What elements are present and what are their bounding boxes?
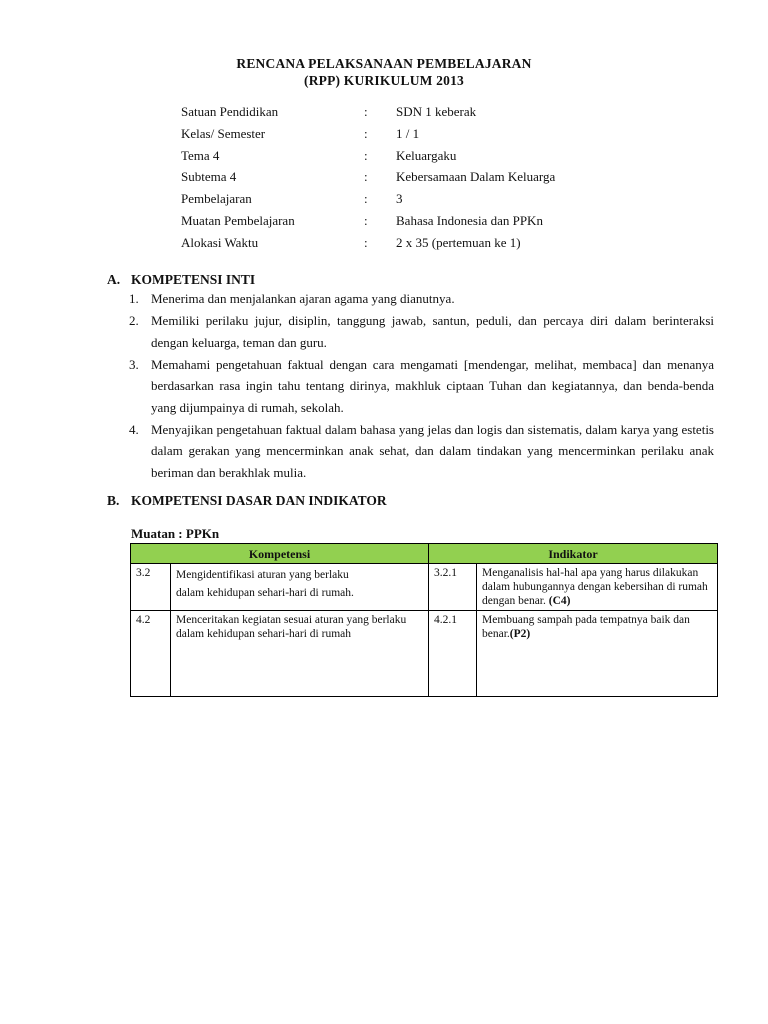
- info-label: Muatan Pembelajaran: [181, 212, 295, 228]
- list-text: Memahami pengetahuan faktual dengan cara mengamati [mendengar, melihat, membaca] dan menanya berdasarkan rasa ingin tahu tentang dirinya, makhluk ciptaan Tuhan dan kegiatannya, dan benda-benda yang dijumpainya di rumah, sekolah.: [151, 356, 714, 415]
- table-row: [131, 564, 718, 611]
- table-row: [131, 611, 718, 697]
- info-colon: :: [364, 234, 368, 250]
- info-value: Bahasa Indonesia dan PPKn: [396, 212, 543, 228]
- info-colon: :: [364, 212, 368, 228]
- list-number: 4.: [129, 421, 139, 437]
- indicator-text: [477, 611, 718, 697]
- info-value: SDN 1 keberak: [396, 104, 477, 119]
- list-item: [129, 288, 714, 310]
- section-title: KOMPETENSI DASAR DAN INDIKATOR: [131, 493, 387, 508]
- kd-code: 4.2: [131, 611, 171, 697]
- muatan-label: Muatan : PPKn: [131, 526, 220, 541]
- info-colon: :: [364, 104, 368, 119]
- info-colon: :: [364, 191, 368, 207]
- indicator-code: 3.2.1: [429, 564, 477, 611]
- kd-text-line: Mengidentifikasi aturan yang berlaku: [176, 569, 349, 581]
- list-text: Menerima dan menjalankan ajaran agama yang dianutnya.: [151, 291, 455, 306]
- info-colon: :: [364, 169, 368, 185]
- list-text: Menyajikan pengetahuan faktual dalam bahasa yang jelas dan logis dan sistematis, dalam karya yang estetis dalam gerakan yang mencerminkan anak sehat, dan dalam tindakan yang mencerminkan perilaku anak beriman dan berakhlak mulia.: [151, 421, 714, 480]
- list-item: [129, 419, 714, 484]
- document-subtitle: (RPP) KURIKULUM 2013: [304, 73, 464, 88]
- info-label: Satuan Pendidikan: [181, 104, 279, 119]
- kd-code: 3.2: [131, 564, 171, 611]
- section-letter: A.: [107, 272, 121, 287]
- list-number: 2.: [129, 313, 139, 328]
- info-value: 2 x 35 (pertemuan ke 1): [396, 234, 521, 250]
- list-item: [129, 354, 714, 419]
- kd-text-line: dalam kehidupan sehari-hari di rumah.: [176, 587, 354, 599]
- info-value: Keluargaku: [396, 147, 457, 163]
- info-colon: :: [364, 147, 368, 163]
- kd-text: Menceritakan kegiatan sesuai aturan yang berlaku dalam kehidupan sehari-hari di rumah: [171, 611, 429, 697]
- section-letter: B.: [107, 493, 120, 508]
- info-value: Kebersamaan Dalam Keluarga: [396, 169, 556, 185]
- kd-text: [171, 564, 429, 611]
- kompetensi-inti-list: [129, 288, 714, 484]
- indicator-text-body: Menganalisis hal-hal apa yang harus dilakukan dalam hubungannya dengan kebersihan di rumah dengan benar.: [482, 567, 708, 607]
- info-label: Subtema 4: [181, 169, 237, 185]
- indicator-tag: (C4): [548, 595, 571, 607]
- list-number: 3.: [129, 356, 139, 372]
- indicator-text: [477, 564, 718, 611]
- document-title: RENCANA PELAKSANAAN PEMBELAJARAN: [236, 56, 532, 71]
- kd-indikator-table: [130, 543, 718, 697]
- info-value: 3: [396, 191, 403, 207]
- indicator-tag: (P2): [509, 628, 531, 640]
- section-b-heading: [107, 493, 387, 509]
- section-a-heading: [107, 272, 255, 288]
- info-label: Tema 4: [181, 147, 220, 163]
- indicator-text-body: Membuang sampah pada tempatnya baik dan benar.: [482, 614, 690, 640]
- list-number: 1.: [129, 291, 139, 306]
- indicator-code: 4.2.1: [429, 611, 477, 697]
- list-item: [129, 310, 714, 353]
- header-indikator: Indikator: [429, 544, 718, 564]
- info-label: Alokasi Waktu: [181, 234, 259, 250]
- section-title: KOMPETENSI INTI: [131, 272, 256, 287]
- info-colon: :: [364, 125, 368, 141]
- header-kompetensi: Kompetensi: [131, 544, 429, 564]
- table-header-row: [131, 544, 718, 564]
- info-value: 1 / 1: [396, 125, 420, 141]
- info-label: Pembelajaran: [181, 191, 252, 207]
- list-text: Memiliki perilaku jujur, disiplin, tanggung jawab, santun, peduli, dan percaya diri dalam berinteraksi dengan keluarga, teman dan guru.: [151, 313, 714, 350]
- info-label: Kelas/ Semester: [181, 125, 266, 141]
